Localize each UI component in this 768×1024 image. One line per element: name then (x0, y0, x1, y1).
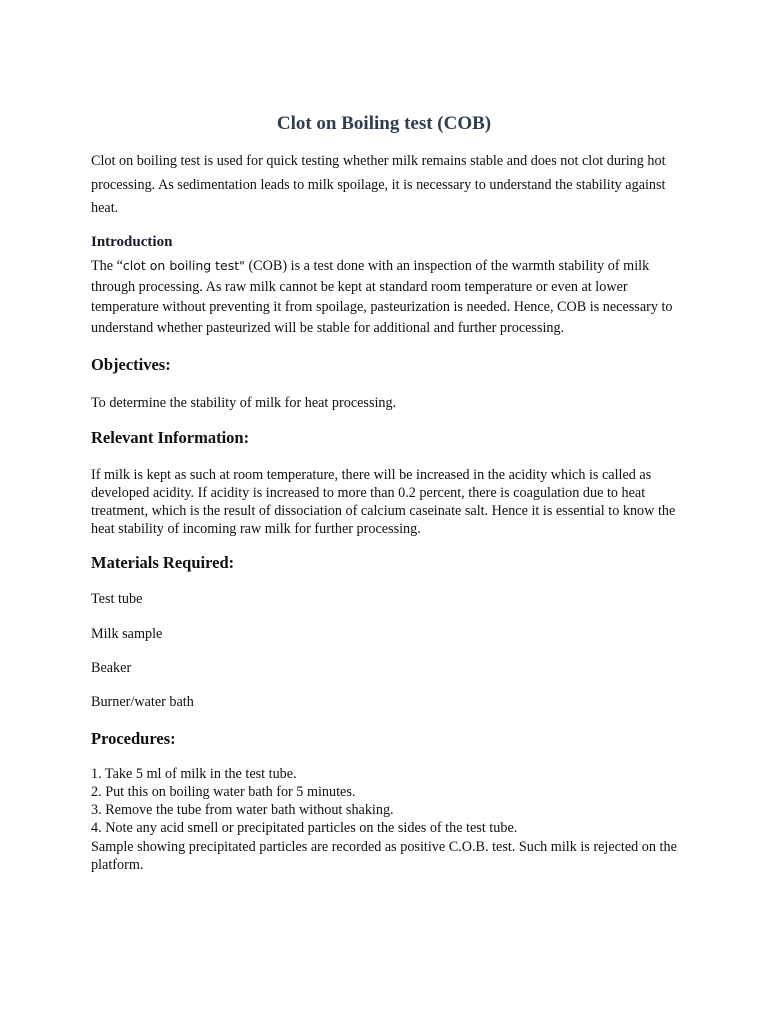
procedure-step: 2. Put this on boiling water bath for 5 minutes. (91, 784, 356, 800)
materials-heading: Materials Required: (91, 553, 235, 572)
relevant-information-heading: Relevant Information: (91, 428, 250, 447)
document-title: Clot on Boiling test (COB) (276, 113, 492, 134)
material-item: Test tube (91, 591, 143, 607)
material-item: Burner/water bath (91, 694, 194, 710)
objectives-text: To determine the stability of milk for heat processing. (91, 395, 397, 411)
procedure-step: 3. Remove the tube from water bath without shaking. (91, 802, 394, 818)
procedure-step: 1. Take 5 ml of milk in the test tube. (91, 766, 297, 782)
introduction-quoted-term: clot on boiling test" (122, 258, 245, 273)
objectives-heading: Objectives: (91, 355, 171, 374)
procedure-step: 4. Note any acid smell or precipitated particles on the sides of the test tube. (91, 820, 518, 836)
intro-paragraph: Clot on boiling test is used for quick testing whether milk remains stable and does not clot during hot processing. As sedimentation leads to milk spoilage, it is necessary to understand the stability against heat. (91, 153, 666, 216)
introduction-text-before: The “ (91, 258, 123, 274)
procedures-heading: Procedures: (91, 729, 176, 748)
material-item: Beaker (91, 660, 132, 676)
introduction-text-after: (COB) is a test done with an inspection of the warmth stability of milk through processing. As raw milk cannot be kept at standard room temperature or even at lower temperature without preventing it from spoilage, pasteurization is needed. Hence, COB is necessary to understand whether pasteurized will be stable for additional and further processing. (91, 258, 673, 336)
material-item: Milk sample (91, 626, 163, 642)
introduction-heading: Introduction (91, 234, 173, 250)
relevant-information-text: If milk is kept as such at room temperature, there will be increased in the acidity which is called as developed acidity. If acidity is increased to more than 0.2 percent, there is coagulation due to heat treatment, which is the result of dissociation of calcium caseinate salt. Hence it is essential to know the heat stability of incoming raw milk for further processing. (91, 467, 676, 537)
introduction-paragraph (91, 256, 691, 338)
procedures-note: Sample showing precipitated particles are recorded as positive C.O.B. test. Such milk is rejected on the platform. (91, 839, 677, 873)
